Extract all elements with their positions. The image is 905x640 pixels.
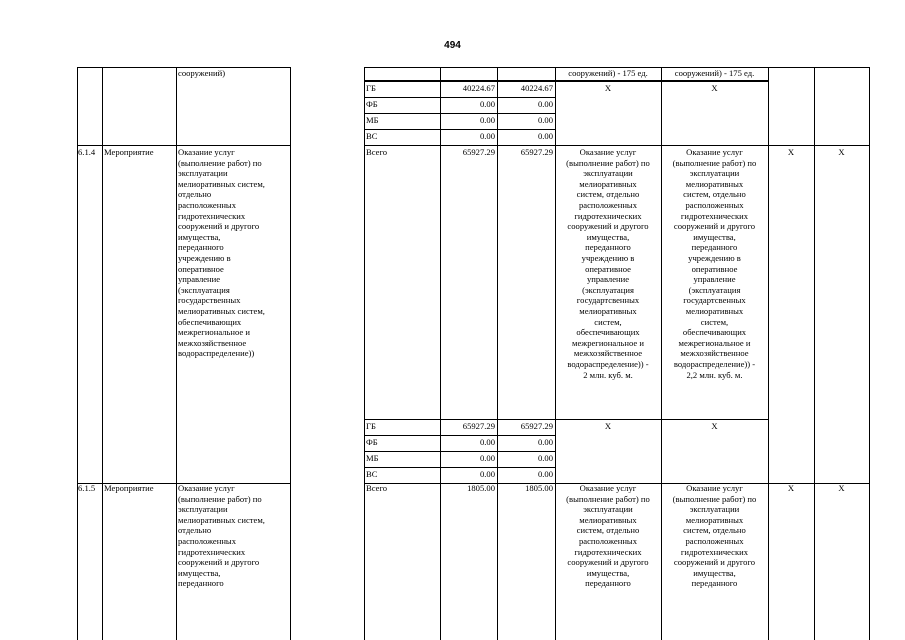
measure-name-line: имущества, xyxy=(178,567,221,578)
result-2023-line: переданного xyxy=(691,242,738,253)
measure-name-line: гидротехнических xyxy=(178,546,246,557)
measure-name-line: сооружений и другого xyxy=(178,557,260,568)
total-value: 65927.29 xyxy=(462,147,495,157)
result-2023-line: (выполнение работ) по xyxy=(672,493,757,504)
year-value: 0.00 xyxy=(537,131,553,141)
result-2023-line: оперативное xyxy=(691,263,738,274)
result-2022-tail: сооружений) - 175 ед. xyxy=(568,68,648,78)
result-2022-line: мелиоративных xyxy=(579,306,637,316)
result-2022-line: гидротехнических xyxy=(574,546,642,557)
source-row-border xyxy=(364,97,556,98)
result-2022-line: расположенных xyxy=(579,536,637,546)
source-label: ВС xyxy=(366,469,378,479)
result-2023-tail: сооружений) - 175 ед. xyxy=(674,68,755,78)
result-2023-line: межхозяйственное xyxy=(680,348,749,359)
result-2023-line: систем, отдельно xyxy=(683,525,746,536)
result-2023-line: сооружений и другого xyxy=(673,221,756,232)
column-mark: Х xyxy=(838,483,845,493)
measure-name-line: расположенных xyxy=(178,536,236,546)
measure-name-line: межрегиональное и xyxy=(178,327,250,338)
year-value: 1805.00 xyxy=(525,483,553,493)
measure-name-line: мелиоративных систем, xyxy=(178,178,265,189)
result-2022-line: (выполнение работ) по xyxy=(566,157,650,168)
result-2023-line: (эксплуатация xyxy=(688,284,741,295)
measure-name-line: учреждению в xyxy=(178,253,231,263)
year-value: 0.00 xyxy=(537,115,553,125)
measure-name-line: переданного xyxy=(178,578,224,589)
measure-name-line: мелиоративных систем, xyxy=(178,514,265,525)
measure-name-line: имущества, xyxy=(178,231,221,242)
result-2023-line: систем, xyxy=(700,316,729,327)
source-row-border xyxy=(364,419,556,420)
measure-name-line: отдельно xyxy=(178,189,212,200)
result-2022-line: имущества, xyxy=(586,231,630,242)
result-2022-line: систем, xyxy=(594,316,622,327)
result-2023-line: систем, отдельно xyxy=(683,189,746,200)
result-2022-line: мелиоративных xyxy=(579,514,637,525)
column-mark: Х xyxy=(838,147,845,157)
measure-name-line: мелиоративных систем, xyxy=(178,306,265,316)
result-2023-line: переданного xyxy=(691,578,738,589)
measure-name-line: переданного xyxy=(178,242,224,253)
total-value: 1805.00 xyxy=(467,483,495,493)
result-2022-line: гидротехнических xyxy=(574,210,642,221)
measure-name-line: оперативное xyxy=(178,263,224,274)
total-value: 0.00 xyxy=(479,453,495,463)
result-2022-line: расположенных xyxy=(579,200,637,210)
result-2023-line: обеспечивающих xyxy=(682,327,747,338)
measure-name-tail: сооружений) xyxy=(178,68,226,78)
measure-type: Мероприятие xyxy=(104,147,154,157)
measure-name-line: государственных xyxy=(178,295,241,306)
year-value: 0.00 xyxy=(537,453,553,463)
result-2023-line: гидротехнических xyxy=(680,210,749,221)
result-2023-line: расположенных xyxy=(685,200,744,210)
source-row-border xyxy=(364,81,556,82)
source-label: ВС xyxy=(366,131,378,141)
result-2022-line: межхозяйственное xyxy=(573,348,643,359)
measure-name-line: отдельно xyxy=(178,525,212,536)
measure-code: 6.1.5 xyxy=(78,483,96,493)
measure-name-line: обеспечивающих xyxy=(178,316,242,327)
result-2022-line: сооружений и другого xyxy=(567,221,649,232)
result-2022-line: имущества, xyxy=(586,567,630,578)
source-label: ФБ xyxy=(366,99,378,109)
measure-code: 6.1.4 xyxy=(78,147,96,157)
source-label: ГБ xyxy=(366,83,376,93)
result-2023-line: государтсвенных xyxy=(683,295,746,306)
result-2022-line: мелиоративных xyxy=(579,178,637,189)
left-col-line-3 xyxy=(290,67,291,640)
source-row-border xyxy=(364,435,556,436)
section-bottom-left xyxy=(77,145,291,146)
measure-name-line: водораспределение)) xyxy=(178,348,255,359)
result-2022-line: водораспределение)) - xyxy=(567,359,649,369)
result-row-border xyxy=(555,419,769,420)
result-2023-line: эксплуатации xyxy=(689,168,740,179)
result-2023-line: Оказание услуг xyxy=(686,483,743,493)
measure-name-line: управление xyxy=(178,274,221,285)
result-2023-line: учреждению в xyxy=(688,253,741,263)
result-2023-line: 2,2 млн. куб. м. xyxy=(686,369,743,380)
measure-name-line: Оказание услуг xyxy=(178,147,235,157)
result-2022-line: систем, отдельно xyxy=(576,525,640,536)
year-value: 0.00 xyxy=(537,469,553,479)
total-value: 0.00 xyxy=(479,115,495,125)
source-label: Всего xyxy=(366,483,388,493)
result-row-border xyxy=(555,81,769,82)
source-label: ФБ xyxy=(366,437,378,447)
column-mark: Х xyxy=(787,147,795,157)
result-2022-line: переданного xyxy=(585,242,631,253)
result-2023-line: расположенных xyxy=(685,536,744,546)
right-col-line-0 xyxy=(364,67,365,640)
measure-name-line: (выполнение работ) по xyxy=(178,493,262,504)
result-2022-line: управление xyxy=(586,274,630,285)
result-2022-line: оперативное xyxy=(585,263,631,274)
measure-name-line: межхозяйственное xyxy=(178,337,247,348)
left-col-line-1 xyxy=(102,67,103,640)
measure-name-line: эксплуатации xyxy=(178,504,228,515)
measure-name-line: эксплуатации xyxy=(178,168,228,179)
year-value: 0.00 xyxy=(537,99,553,109)
result-2022-line: государтсвенных xyxy=(576,295,640,306)
measure-name-line: Оказание услуг xyxy=(178,483,235,493)
result-2022-line: переданного xyxy=(585,578,631,589)
source-row-border xyxy=(364,113,556,114)
total-value: 0.00 xyxy=(479,437,495,447)
result-2023-line: эксплуатации xyxy=(689,504,740,515)
result-2023-line: Оказание услуг xyxy=(686,147,743,157)
measure-name-line: (эксплуатация xyxy=(178,284,230,295)
year-value: 0.00 xyxy=(537,437,553,447)
source-label: МБ xyxy=(366,115,379,125)
measure-name-line: гидротехнических xyxy=(178,210,246,221)
result-2022-line: (эксплуатация xyxy=(582,284,634,295)
result-2022-line: межрегиональное и xyxy=(572,337,644,348)
source-row-border xyxy=(364,451,556,452)
total-value: 0.00 xyxy=(479,99,495,109)
total-value: 0.00 xyxy=(479,131,495,141)
result-2023-line: гидротехнических xyxy=(680,546,749,557)
result-2023-line: водораспределение)) - xyxy=(673,359,756,369)
section-bottom-right xyxy=(364,145,870,146)
year-value: 65927.29 xyxy=(520,421,553,431)
result-mark: Х xyxy=(711,83,718,93)
result-2022-line: (выполнение работ) по xyxy=(566,493,650,504)
result-2023-line: имущества, xyxy=(693,231,736,242)
result-2023-line: мелиоративных xyxy=(685,178,744,189)
measure-name-line: сооружений и другого xyxy=(178,221,260,232)
total-value: 0.00 xyxy=(479,469,495,479)
result-2022-line: Оказание услуг xyxy=(579,147,637,157)
result-2023-line: управление xyxy=(693,274,736,285)
result-2023-line: имущества, xyxy=(693,567,736,578)
measure-name-line: расположенных xyxy=(178,200,236,210)
year-value: 40224.67 xyxy=(520,83,553,93)
result-mark: Х xyxy=(711,421,718,431)
result-2022-line: систем, отдельно xyxy=(576,189,640,200)
right-col-line-7 xyxy=(869,67,870,640)
total-value: 40224.67 xyxy=(462,83,495,93)
source-label: Всего xyxy=(366,147,388,157)
result-2022-line: 2 млн. куб. м. xyxy=(583,369,633,380)
result-2022-line: сооружений и другого xyxy=(567,557,649,568)
left-col-line-2 xyxy=(176,67,177,640)
year-value: 65927.29 xyxy=(520,147,553,157)
result-mark: Х xyxy=(604,83,612,93)
result-2022-line: эксплуатации xyxy=(583,504,633,515)
page-number: 494 xyxy=(444,40,461,51)
result-2023-line: межрегиональное и xyxy=(678,337,751,348)
column-mark: Х xyxy=(787,483,795,493)
result-2023-line: (выполнение работ) по xyxy=(672,157,757,168)
source-row-border xyxy=(364,129,556,130)
result-2023-line: мелиоративных xyxy=(685,306,744,316)
result-2022-line: эксплуатации xyxy=(583,168,633,179)
source-label: МБ xyxy=(366,453,379,463)
source-label: ГБ xyxy=(366,421,376,431)
source-row-border xyxy=(364,467,556,468)
measure-name-line: (выполнение работ) по xyxy=(178,157,262,168)
result-2023-line: сооружений и другого xyxy=(673,557,756,568)
result-2022-line: обеспечивающих xyxy=(576,327,640,338)
result-mark: Х xyxy=(604,421,612,431)
result-2023-line: мелиоративных xyxy=(685,514,744,525)
measure-type: Мероприятие xyxy=(104,483,154,493)
result-2022-line: Оказание услуг xyxy=(579,483,637,493)
result-2022-line: учреждению в xyxy=(581,253,635,263)
total-value: 65927.29 xyxy=(462,421,495,431)
